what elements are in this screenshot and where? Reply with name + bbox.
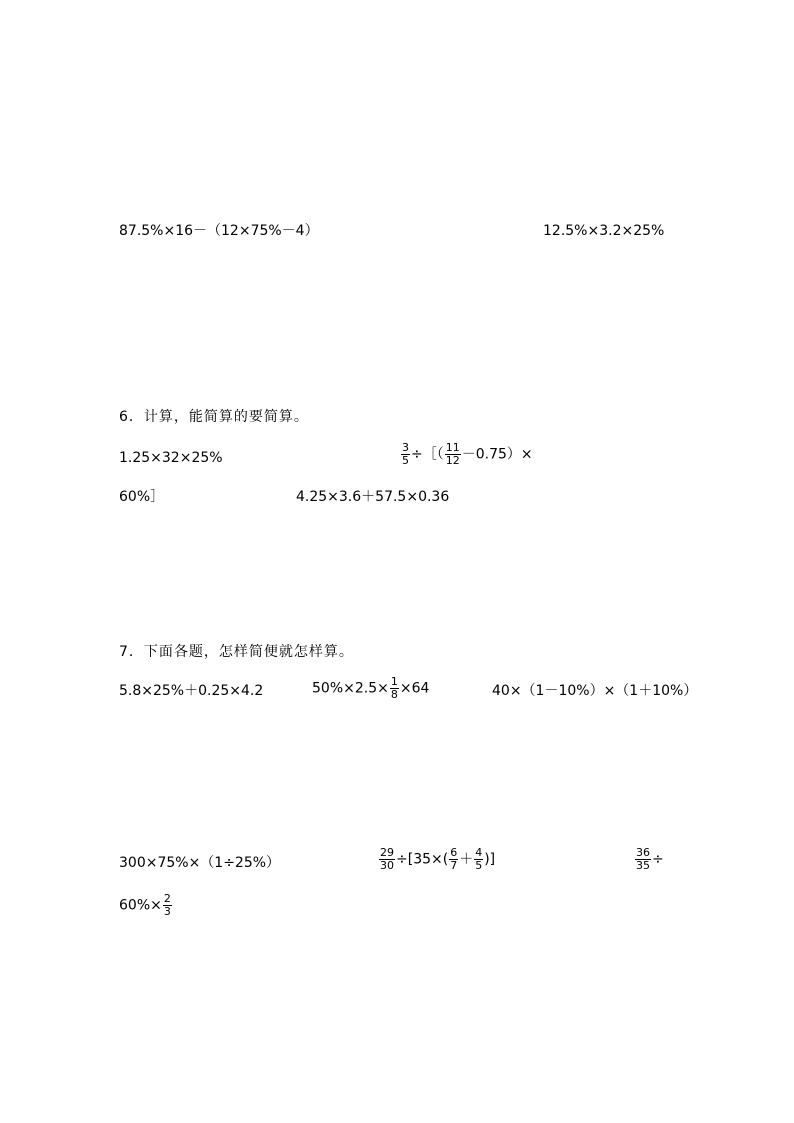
problem-text: 87.5%×16－（12×75%－4）	[119, 223, 319, 239]
fraction-denominator: 5	[402, 454, 409, 467]
section-7-heading	[119, 644, 354, 660]
problem-text: 300×75%×（1÷25%）	[119, 855, 281, 871]
problem-6-2	[400, 442, 533, 467]
problem-text: ÷［（	[411, 446, 444, 463]
problem-text: 40×（1－10%）×（1＋10%）	[492, 683, 698, 699]
problem-7-3	[492, 683, 697, 699]
fraction-denominator: 8	[390, 688, 398, 701]
problem-text: ×64	[399, 680, 430, 697]
section-heading-text: 7．下面各题，怎样简便就怎样算。	[119, 644, 354, 660]
section-heading-text: 6．计算，能简算的要简算。	[119, 409, 309, 425]
problem-6-2-continued	[119, 489, 164, 505]
problem-6-3	[296, 489, 449, 505]
fraction	[474, 847, 483, 872]
problem-text: 5.8×25%＋0.25×4.2	[119, 683, 264, 699]
problem-6-1	[119, 450, 223, 466]
problem-7-4	[119, 855, 280, 871]
fraction-denominator: 12	[445, 454, 460, 467]
problem-text: 1.25×32×25%	[119, 450, 223, 466]
fraction-denominator: 5	[475, 859, 483, 872]
fraction-numerator: 3	[402, 441, 409, 454]
problem-text: ÷[35×(	[396, 851, 449, 868]
problem-7-6	[634, 847, 664, 872]
fraction-numerator: 29	[380, 846, 394, 859]
section-6-heading	[119, 409, 309, 425]
problem-text: －0.75）×	[461, 446, 533, 463]
fraction-denominator: 35	[636, 859, 650, 872]
fraction-denominator: 7	[450, 859, 458, 872]
fraction-numerator: 36	[636, 846, 650, 859]
problem-7-5	[378, 847, 495, 872]
problem-text: 12.5%×3.2×25%	[543, 223, 665, 239]
problem-87-5-percent	[119, 223, 319, 239]
fraction	[379, 847, 395, 872]
fraction	[163, 893, 172, 918]
fraction-numerator: 2	[163, 892, 171, 905]
fraction	[401, 442, 410, 467]
problem-12-5-percent	[543, 223, 664, 239]
problem-7-2	[312, 676, 429, 701]
problem-7-1	[119, 683, 263, 699]
fraction-numerator: 11	[445, 441, 460, 454]
fraction	[635, 847, 651, 872]
fraction-numerator: 6	[450, 846, 458, 859]
problem-text: 60%×	[119, 897, 162, 914]
fraction-numerator: 4	[475, 846, 483, 859]
problem-text: 60%］	[119, 489, 165, 505]
problem-text: )]	[484, 851, 496, 868]
fraction	[449, 847, 458, 872]
problem-text: ÷	[652, 851, 664, 868]
fraction-denominator: 3	[163, 905, 171, 918]
problem-text: 50%×2.5×	[312, 680, 389, 697]
problem-text: 4.25×3.6＋57.5×0.36	[296, 489, 450, 505]
fraction-numerator: 1	[390, 675, 398, 688]
fraction	[390, 676, 399, 701]
problem-text: ＋	[459, 851, 474, 868]
problem-7-6-continued	[119, 893, 173, 918]
fraction-denominator: 30	[380, 859, 394, 872]
fraction	[445, 442, 461, 467]
